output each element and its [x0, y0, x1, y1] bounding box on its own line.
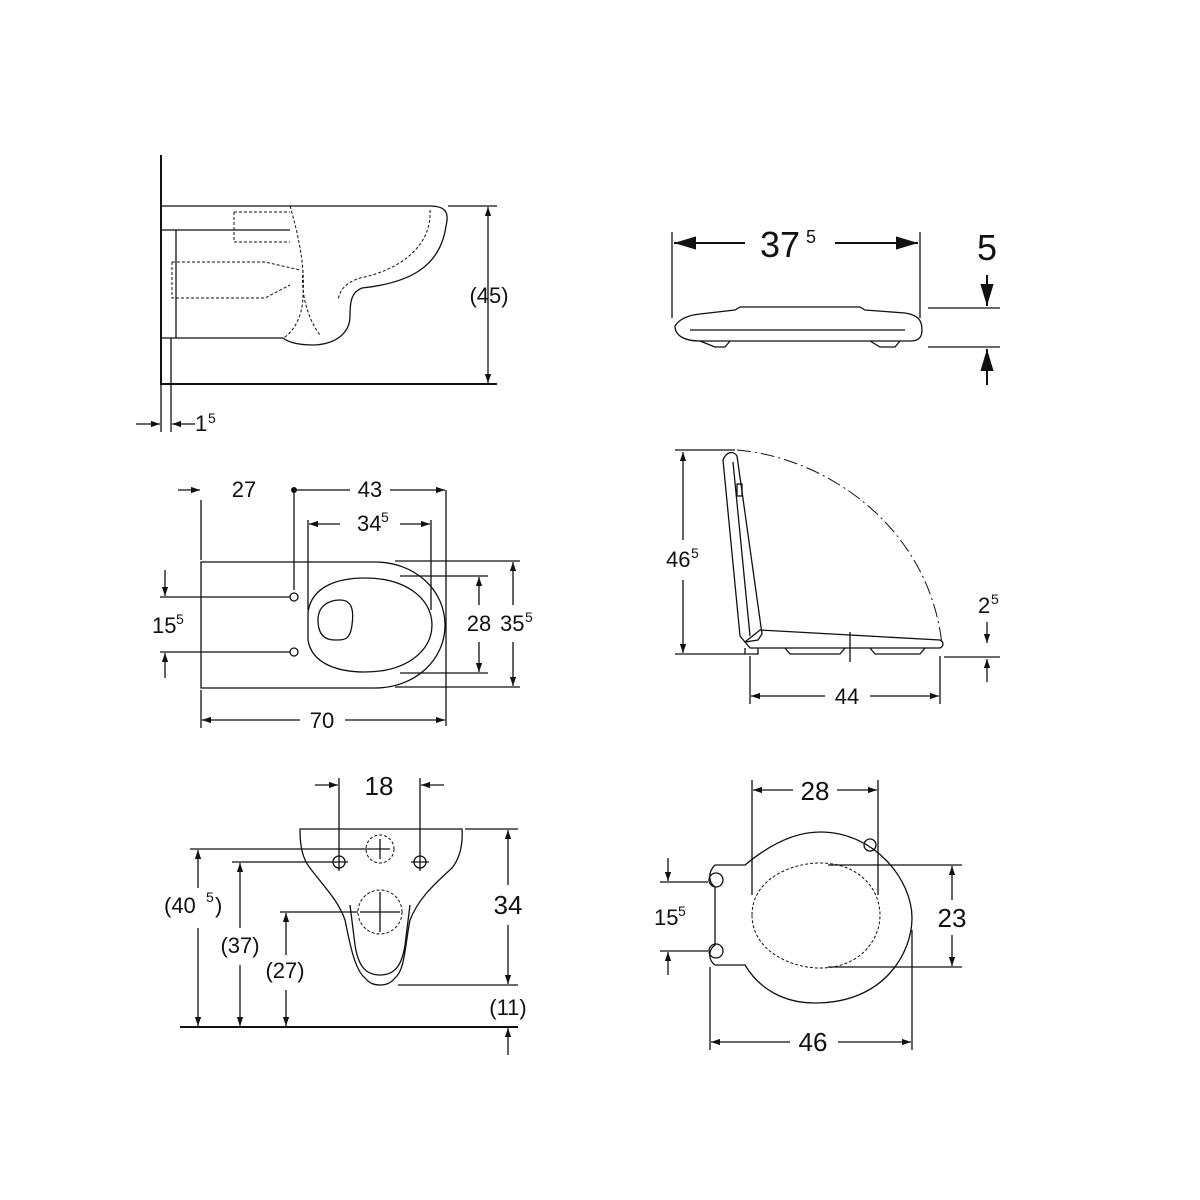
wall-gap-sup: 5	[208, 410, 216, 426]
seat-height-label: 5	[976, 227, 998, 268]
seat-length-label: 37	[760, 224, 801, 265]
opening-arc	[737, 450, 942, 645]
front-dim-34: 34	[493, 890, 523, 920]
front-dim-40-close: )	[215, 893, 223, 918]
plan-dim-70: 70	[309, 708, 335, 733]
front-dim-11: (11)	[489, 995, 527, 1020]
wall-gap-label: 1	[195, 411, 208, 436]
seat-top-view	[654, 776, 966, 1057]
seat-open-thickness-sup: 5	[991, 591, 999, 607]
plan-dim-15-sup: 5	[176, 611, 184, 627]
seat-inner-width: 28	[800, 776, 830, 806]
seat-lid-open	[723, 453, 762, 642]
front-dim-37: (37)	[220, 933, 260, 958]
front-dim-40: (40	[164, 893, 196, 918]
seat-open-height-sup: 5	[691, 545, 699, 561]
plan-dim-35: 35	[500, 611, 525, 636]
plan-dim-15: 15	[152, 613, 177, 638]
seat-open-depth: 44	[834, 684, 860, 709]
plan-dim-27: 27	[231, 477, 257, 502]
front-view	[164, 771, 527, 1055]
plan-dim-35-sup: 5	[525, 609, 533, 625]
seat-depth-label: 23	[937, 903, 967, 933]
seat-width-label: 46	[798, 1027, 828, 1057]
front-dim-18: 18	[364, 771, 394, 801]
front-dim-40-sup: 5	[206, 889, 214, 905]
bowl-front-outline	[300, 829, 462, 985]
seat-top-outline	[710, 832, 912, 1003]
seat-side-view	[672, 224, 1000, 385]
plan-dim-34-sup: 5	[381, 509, 389, 525]
seat-length-sup: 5	[806, 227, 817, 247]
bowl-plan-outline	[201, 562, 445, 688]
side-height-label: (45)	[469, 283, 509, 308]
seat-open-view	[666, 450, 1000, 709]
seat-open-height: 46	[666, 547, 691, 572]
bowl-side-outline	[161, 206, 447, 345]
fixing-hole-top	[290, 593, 298, 601]
plan-dim-28: 28	[466, 611, 492, 636]
plan-view	[152, 477, 533, 733]
seat-inner-outline	[308, 578, 432, 672]
plan-dim-43: 43	[357, 477, 383, 502]
fixing-hole-bottom	[290, 648, 298, 656]
seat-hinge-label: 15	[654, 905, 679, 930]
seat-open-thickness: 2	[978, 593, 991, 618]
seat-side-outline	[675, 307, 922, 341]
seat-opening	[752, 863, 880, 968]
plan-dim-34: 34	[357, 511, 382, 536]
seat-ring	[745, 630, 943, 648]
side-view	[136, 155, 509, 436]
front-dim-27: (27)	[265, 958, 305, 983]
seat-hinge-sup: 5	[678, 903, 686, 919]
